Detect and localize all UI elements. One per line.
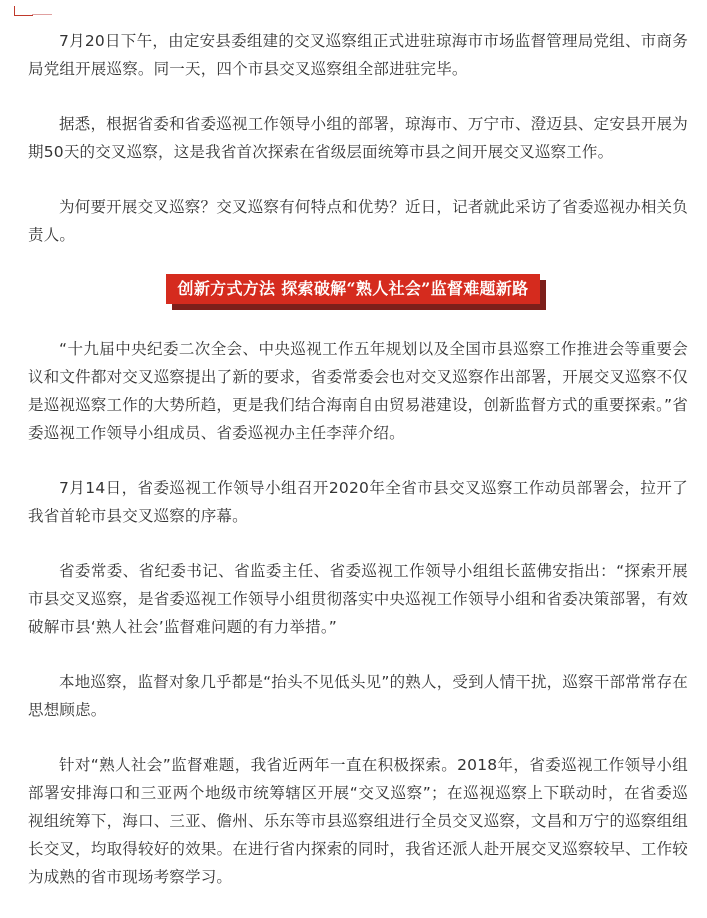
article-paragraph: 为何要开展交叉巡察？交叉巡察有何特点和优势？近日，记者就此采访了省委巡视办相关负责人。 — [28, 198, 688, 244]
corner-decoration-line — [32, 14, 52, 15]
section-heading: 创新方式方法 探索破解“熟人社会”监督难题新路 — [166, 274, 540, 304]
article-paragraph: 7月14日，省委巡视工作领导小组召开2020年全省市县交叉巡察工作动员部署会，拉开了我省首轮市县交叉巡察的序幕。 — [28, 479, 688, 525]
article-body — [28, 27, 688, 918]
article-paragraph: 据悉，根据省委和省委巡视工作领导小组的部署，琼海市、万宁市、澄迈县、定安县开展为期50天的交叉巡察，这是我省首次探索在省级层面统筹市县之间开展交叉巡察工作。 — [28, 115, 688, 161]
section-heading-banner — [166, 274, 550, 310]
article-paragraph: “十九届中央纪委二次全会、中央巡视工作五年规划以及全国市县巡察工作推进会等重要会议和文件都对交叉巡察提出了新的要求，省委常委会也对交叉巡察作出部署，开展交叉巡察不仅是巡视巡察工作的大势所趋，更是我们结合海南自由贸易港建设，创新监督方式的重要探索。”省委巡视工作领导小组成员、省委巡视办主任李萍介绍。 — [28, 340, 688, 442]
article-paragraph: 本地巡察，监督对象几乎都是“抬头不见低头见”的熟人，受到人情干扰，巡察干部常常存在思想顾虑。 — [28, 673, 688, 719]
article-paragraph: 针对“熟人社会”监督难题，我省近两年一直在积极探索。2018年，省委巡视工作领导小组部署安排海口和三亚两个地级市统筹辖区开展“交叉巡察”；在巡视巡察上下联动时，在省委巡视组统筹下，海口、三亚、儋州、乐东等市县巡察组进行全员交叉巡察，文昌和万宁的巡察组组长交叉，均取得较好的效果。在进行省内探索的同时，我省还派人赴开展交叉巡察较早、工作较为成熟的省市现场考察学习。 — [28, 756, 688, 886]
article-paragraph: 省委常委、省纪委书记、省监委主任、省委巡视工作领导小组组长蓝佛安指出：“探索开展市县交叉巡察，是省委巡视工作领导小组贯彻落实中央巡视工作领导小组和省委决策部署，有效破解市县‘熟人社会’监督难问题的有力举措。” — [28, 562, 688, 636]
article-paragraph: 7月20日下午，由定安县委组建的交叉巡察组正式进驻琼海市市场监督管理局党组、市商务局党组开展巡察。同一天，四个市县交叉巡察组全部进驻完毕。 — [28, 32, 688, 78]
corner-decoration — [14, 6, 33, 16]
